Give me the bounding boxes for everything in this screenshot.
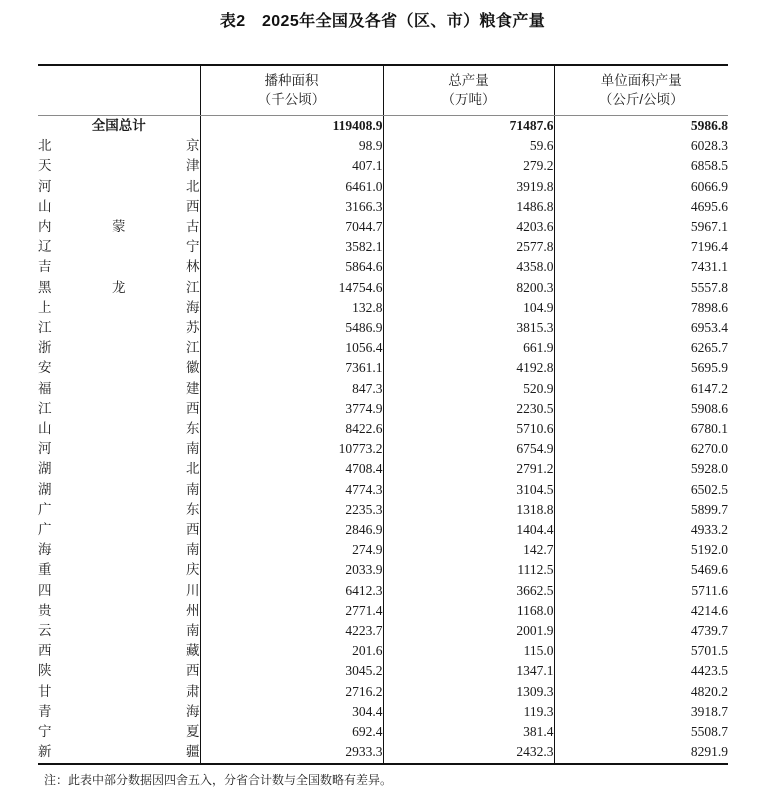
sown-area-cell: 2716.2: [200, 682, 383, 702]
region-name-char: 南: [186, 542, 200, 558]
region-name: [38, 419, 200, 439]
column-header-region: [38, 65, 200, 116]
grain-output-table: [38, 64, 728, 765]
sown-area-cell: 3045.2: [200, 661, 383, 681]
table-row: [38, 318, 728, 338]
yield-per-area-cell: 5192.0: [554, 540, 728, 560]
page-title: 表2 2025年全国及各省（区、市）粮食产量: [219, 13, 546, 30]
region-name: [38, 560, 200, 580]
total-output-cell: 1168.0: [383, 601, 554, 621]
region-name: [38, 358, 200, 378]
total-output-cell: 1112.5: [383, 560, 554, 580]
region-name-cell: [38, 702, 200, 722]
yield-per-area-cell: 7898.6: [554, 298, 728, 318]
table-row: [38, 298, 728, 318]
yield-per-area-cell: 7196.4: [554, 237, 728, 257]
region-name-char: 宁: [186, 239, 200, 255]
region-name-char: 甘: [38, 683, 52, 699]
table-row: [38, 459, 728, 479]
region-name: [38, 399, 200, 419]
region-name: [38, 136, 200, 156]
region-name-char: 浙: [38, 340, 52, 356]
region-name-cell: [38, 278, 200, 298]
yield-per-area-cell: 6066.9: [554, 177, 728, 197]
column-header-sown-area: [200, 65, 383, 116]
total-output-cell: 2230.5: [383, 399, 554, 419]
total-output-cell: 520.9: [383, 379, 554, 399]
region-name: [38, 702, 200, 722]
region-name-char: 川: [186, 582, 200, 598]
region-name: [38, 621, 200, 641]
yield-per-area-cell: 5899.7: [554, 500, 728, 520]
total-output-cell: 104.9: [383, 298, 554, 318]
region-name-char: 海: [186, 299, 200, 315]
region-name-char: 东: [186, 501, 200, 517]
region-name-char: 津: [186, 158, 200, 174]
sown-area-cell: 4223.7: [200, 621, 383, 641]
region-name-char: 西: [38, 643, 52, 659]
sown-area-cell: 5864.6: [200, 257, 383, 277]
region-name: [38, 682, 200, 702]
table-header: [38, 65, 728, 116]
yield-per-area-cell: 5557.8: [554, 278, 728, 298]
table-row: [38, 702, 728, 722]
table-row: [38, 581, 728, 601]
sown-area-cell: 3582.1: [200, 237, 383, 257]
sown-area-cell: 692.4: [200, 722, 383, 742]
region-name-cell: [38, 722, 200, 742]
table-row: [38, 358, 728, 378]
sown-area-cell: 274.9: [200, 540, 383, 560]
region-name-char: 湖: [38, 461, 52, 477]
region-name-char: 南: [186, 441, 200, 457]
column-header-sown-area-unit: （千公顷）: [257, 92, 326, 107]
table-row: [38, 338, 728, 358]
column-header-total-output: [383, 65, 554, 116]
total-output-cell: 661.9: [383, 338, 554, 358]
yield-per-area-cell: 6147.2: [554, 379, 728, 399]
region-name-char: 西: [186, 198, 200, 214]
sown-area-cell: 119408.9: [200, 116, 383, 137]
total-output-cell: 1404.4: [383, 520, 554, 540]
yield-per-area-cell: 4820.2: [554, 682, 728, 702]
region-name-char: 江: [186, 340, 200, 356]
total-output-cell: 2432.3: [383, 742, 554, 763]
region-name-char: 全: [91, 118, 106, 133]
region-name: [38, 197, 200, 217]
region-name-cell: [38, 520, 200, 540]
region-name-cell: [38, 318, 200, 338]
sown-area-cell: 304.4: [200, 702, 383, 722]
region-name-cell: [38, 217, 200, 237]
region-name-cell: [38, 439, 200, 459]
region-name-char: 安: [38, 360, 52, 376]
region-name-char: 庆: [186, 562, 200, 578]
grain-output-table-container: [38, 64, 728, 765]
total-output-cell: 2577.8: [383, 237, 554, 257]
region-name-char: 藏: [186, 643, 200, 659]
region-name-char: 计: [132, 118, 146, 133]
region-name-char: 山: [38, 421, 52, 437]
region-name-char: 苏: [186, 320, 200, 336]
region-name-char: 广: [38, 501, 52, 517]
region-name-char: 吉: [38, 259, 52, 275]
region-name: [38, 379, 200, 399]
table-row: [38, 217, 728, 237]
table-row: [38, 399, 728, 419]
region-name: [38, 278, 200, 298]
region-name-cell: [38, 621, 200, 641]
total-output-cell: 3815.3: [383, 318, 554, 338]
yield-per-area-cell: 4695.6: [554, 197, 728, 217]
column-header-sown-area-label: 播种面积: [264, 73, 319, 88]
region-name-char: 云: [38, 623, 52, 639]
yield-per-area-cell: 5695.9: [554, 358, 728, 378]
total-output-cell: 5710.6: [383, 419, 554, 439]
region-name: [38, 601, 200, 621]
yield-per-area-cell: 6858.5: [554, 156, 728, 176]
region-name-cell: [38, 338, 200, 358]
region-name: [38, 298, 200, 318]
yield-per-area-cell: 5967.1: [554, 217, 728, 237]
region-name-char: 山: [38, 198, 52, 214]
total-output-cell: 142.7: [383, 540, 554, 560]
region-name-cell: [38, 257, 200, 277]
yield-per-area-cell: 6270.0: [554, 439, 728, 459]
yield-per-area-cell: 8291.9: [554, 742, 728, 763]
sown-area-cell: 8422.6: [200, 419, 383, 439]
region-name-cell: [38, 540, 200, 560]
region-name-char: 四: [38, 582, 52, 598]
region-name-cell: [38, 399, 200, 419]
total-output-cell: 279.2: [383, 156, 554, 176]
sown-area-cell: 2846.9: [200, 520, 383, 540]
sown-area-cell: 1056.4: [200, 338, 383, 358]
yield-per-area-cell: 4739.7: [554, 621, 728, 641]
region-name-char: 宁: [38, 724, 52, 740]
sown-area-cell: 2771.4: [200, 601, 383, 621]
yield-per-area-cell: 5928.0: [554, 459, 728, 479]
region-name-char: 河: [38, 178, 52, 194]
table-row: [38, 257, 728, 277]
region-name-cell: [38, 742, 200, 763]
total-output-cell: 119.3: [383, 702, 554, 722]
region-name-char: 海: [186, 703, 200, 719]
region-name-cell: [38, 197, 200, 217]
sown-area-cell: 4708.4: [200, 459, 383, 479]
yield-per-area-cell: 5701.5: [554, 641, 728, 661]
region-name-cell: [38, 116, 200, 137]
total-output-cell: 1309.3: [383, 682, 554, 702]
region-name-char: 广: [38, 522, 52, 538]
sown-area-cell: 2033.9: [200, 560, 383, 580]
region-name: [38, 480, 200, 500]
column-header-yield-per-area-unit: （公斤/公顷）: [598, 92, 684, 107]
region-name-char: 北: [38, 138, 52, 154]
region-name-char: 西: [186, 522, 200, 538]
total-output-cell: 3919.8: [383, 177, 554, 197]
region-name: [38, 459, 200, 479]
region-name: [38, 156, 200, 176]
table-row: [38, 621, 728, 641]
region-name-char: 蒙: [112, 219, 126, 235]
table-row: [38, 237, 728, 257]
column-header-total-output-unit: （万吨）: [441, 92, 496, 107]
table-row: [38, 156, 728, 176]
yield-per-area-cell: 6028.3: [554, 136, 728, 156]
region-name-cell: [38, 298, 200, 318]
table-row: [38, 560, 728, 580]
sown-area-cell: 407.1: [200, 156, 383, 176]
table-row: [38, 480, 728, 500]
region-name: [38, 641, 200, 661]
region-name-cell: [38, 136, 200, 156]
region-name-char: 国: [105, 118, 119, 133]
sown-area-cell: 10773.2: [200, 439, 383, 459]
total-output-cell: 4192.8: [383, 358, 554, 378]
region-name-char: 青: [38, 703, 52, 719]
region-name-char: 古: [186, 219, 200, 235]
total-output-cell: 71487.6: [383, 116, 554, 137]
region-name-char: 内: [38, 219, 52, 235]
region-name-char: 徽: [186, 360, 200, 376]
region-name-char: 福: [38, 380, 52, 396]
region-name: [38, 540, 200, 560]
region-name-char: 京: [186, 138, 200, 154]
total-output-cell: 2791.2: [383, 459, 554, 479]
region-name: [38, 520, 200, 540]
region-name-char: 贵: [38, 602, 52, 618]
region-name-char: 北: [186, 178, 200, 194]
region-name-char: 陕: [38, 663, 52, 679]
column-header-yield-per-area: [554, 65, 728, 116]
sown-area-cell: 3774.9: [200, 399, 383, 419]
sown-area-cell: 4774.3: [200, 480, 383, 500]
table-row: [38, 641, 728, 661]
table-body: [38, 116, 728, 764]
table-row: [38, 500, 728, 520]
sown-area-cell: 201.6: [200, 641, 383, 661]
region-name-cell: [38, 379, 200, 399]
table-footnote: 注：此表中部分数据因四舍五入，分省合计数与全国数略有差异。: [44, 773, 393, 787]
region-name-cell: [38, 237, 200, 257]
sown-area-cell: 132.8: [200, 298, 383, 318]
yield-per-area-cell: 4423.5: [554, 661, 728, 681]
yield-per-area-cell: 6953.4: [554, 318, 728, 338]
region-name: [38, 500, 200, 520]
total-output-cell: 2001.9: [383, 621, 554, 641]
sown-area-cell: 6412.3: [200, 581, 383, 601]
region-name-char: 林: [186, 259, 200, 275]
yield-per-area-cell: 5711.6: [554, 581, 728, 601]
sown-area-cell: 2933.3: [200, 742, 383, 763]
total-output-cell: 3662.5: [383, 581, 554, 601]
total-output-cell: 4203.6: [383, 217, 554, 237]
sown-area-cell: 847.3: [200, 379, 383, 399]
region-name-char: 天: [38, 158, 52, 174]
region-name-char: 江: [38, 320, 52, 336]
sown-area-cell: 98.9: [200, 136, 383, 156]
region-name-char: 州: [186, 602, 200, 618]
region-name: [38, 439, 200, 459]
total-output-cell: 4358.0: [383, 257, 554, 277]
region-name-cell: [38, 177, 200, 197]
region-name-char: 上: [38, 299, 52, 315]
table-row: [38, 661, 728, 681]
region-name-cell: [38, 500, 200, 520]
yield-per-area-cell: 6502.5: [554, 480, 728, 500]
total-output-cell: 3104.5: [383, 480, 554, 500]
yield-per-area-cell: 4933.2: [554, 520, 728, 540]
total-output-cell: 381.4: [383, 722, 554, 742]
table-row: [38, 278, 728, 298]
region-name-cell: [38, 641, 200, 661]
region-name: [38, 722, 200, 742]
yield-per-area-cell: 5469.6: [554, 560, 728, 580]
region-name-cell: [38, 661, 200, 681]
region-name-char: 西: [186, 400, 200, 416]
region-name-char: 南: [186, 481, 200, 497]
region-name-char: 建: [186, 380, 200, 396]
region-name-char: 重: [38, 562, 52, 578]
sown-area-cell: 5486.9: [200, 318, 383, 338]
region-name-cell: [38, 358, 200, 378]
region-name-char: 江: [186, 279, 200, 295]
total-output-cell: 1318.8: [383, 500, 554, 520]
region-name: [38, 237, 200, 257]
region-name: [38, 742, 200, 762]
yield-per-area-cell: 6265.7: [554, 338, 728, 358]
table-row: [38, 379, 728, 399]
region-name-char: 湖: [38, 481, 52, 497]
total-output-cell: 1486.8: [383, 197, 554, 217]
column-header-total-output-label: 总产量: [448, 73, 489, 88]
yield-per-area-cell: 7431.1: [554, 257, 728, 277]
total-output-cell: 8200.3: [383, 278, 554, 298]
sown-area-cell: 6461.0: [200, 177, 383, 197]
region-name-char: 夏: [186, 724, 200, 740]
region-name: [38, 318, 200, 338]
region-name-cell: [38, 581, 200, 601]
region-name-cell: [38, 156, 200, 176]
total-output-cell: 59.6: [383, 136, 554, 156]
table-row: [38, 197, 728, 217]
region-name-char: 辽: [38, 239, 52, 255]
region-name-char: 西: [186, 663, 200, 679]
region-name-char: 东: [186, 421, 200, 437]
sown-area-cell: 14754.6: [200, 278, 383, 298]
table-row: [38, 419, 728, 439]
table-row: [38, 601, 728, 621]
region-name-char: 海: [38, 542, 52, 558]
region-name-char: 江: [38, 400, 52, 416]
sown-area-cell: 2235.3: [200, 500, 383, 520]
yield-per-area-cell: 5908.6: [554, 399, 728, 419]
region-name-cell: [38, 459, 200, 479]
total-output-cell: 6754.9: [383, 439, 554, 459]
table-row: [38, 722, 728, 742]
total-output-cell: 115.0: [383, 641, 554, 661]
region-name: [38, 581, 200, 601]
region-name: [38, 661, 200, 681]
table-row: [38, 682, 728, 702]
region-name-char: 龙: [112, 279, 126, 295]
region-name-char: 南: [186, 623, 200, 639]
yield-per-area-cell: 6780.1: [554, 419, 728, 439]
region-name: [38, 257, 200, 277]
yield-per-area-cell: 3918.7: [554, 702, 728, 722]
region-name-char: 河: [38, 441, 52, 457]
table-row: [38, 742, 728, 763]
table-row: [38, 116, 728, 137]
table-row: [38, 177, 728, 197]
sown-area-cell: 3166.3: [200, 197, 383, 217]
region-name-char: 肃: [186, 683, 200, 699]
yield-per-area-cell: 4214.6: [554, 601, 728, 621]
region-name-char: 总: [118, 118, 133, 133]
table-row: [38, 520, 728, 540]
column-header-yield-per-area-label: 单位面积产量: [600, 73, 682, 88]
region-name-char: 疆: [186, 744, 200, 760]
region-name-char: 黑: [38, 279, 52, 295]
table-row: [38, 136, 728, 156]
region-name-cell: [38, 682, 200, 702]
sown-area-cell: 7044.7: [200, 217, 383, 237]
region-name: [38, 116, 200, 136]
region-name: [38, 338, 200, 358]
table-row: [38, 439, 728, 459]
region-name-cell: [38, 419, 200, 439]
region-name-char: 北: [186, 461, 200, 477]
region-name-cell: [38, 560, 200, 580]
total-output-cell: 1347.1: [383, 661, 554, 681]
region-name-char: 新: [38, 744, 52, 760]
region-name: [38, 177, 200, 197]
table-row: [38, 540, 728, 560]
region-name-cell: [38, 601, 200, 621]
region-name-cell: [38, 480, 200, 500]
yield-per-area-cell: 5508.7: [554, 722, 728, 742]
region-name: [38, 217, 200, 237]
sown-area-cell: 7361.1: [200, 358, 383, 378]
yield-per-area-cell: 5986.8: [554, 116, 728, 137]
